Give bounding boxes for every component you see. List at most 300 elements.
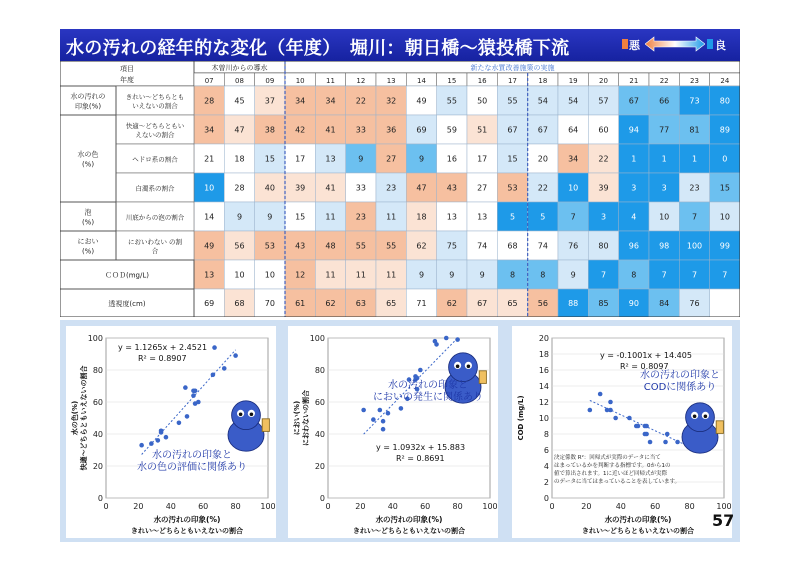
year-label: 19	[568, 77, 578, 85]
cell-value: 69	[416, 125, 427, 135]
group-label: 水の色	[77, 150, 99, 159]
cell-value: 67	[628, 96, 639, 106]
cell-value: 14	[204, 212, 215, 222]
data-point	[191, 393, 196, 398]
cell-value: 10	[264, 270, 275, 280]
group-label-cell	[60, 115, 116, 202]
x-tick-label: 0	[549, 502, 555, 511]
cell-value: 65	[507, 299, 518, 308]
cell-value: 96	[628, 241, 639, 251]
data-point	[212, 345, 217, 350]
cell-value: 15	[264, 154, 275, 164]
x-axis-label: 水の汚れの印象(%)	[375, 515, 443, 524]
year-label: 09	[265, 77, 275, 85]
cell-value: 81	[689, 125, 700, 135]
cell-value: 9	[418, 270, 425, 280]
group-label: (%)	[81, 218, 95, 227]
cell-value: 39	[295, 183, 306, 193]
annotation-text: においの発生に関係あり	[373, 392, 483, 403]
cell-value: 45	[234, 96, 245, 106]
cell-value: 0	[722, 154, 728, 164]
data-point	[378, 408, 383, 413]
y-tick-label: 14	[538, 382, 549, 391]
cell-value: 13	[204, 270, 215, 280]
data-point	[159, 430, 164, 435]
cell-value: 98	[659, 241, 670, 251]
y-tick-label: 40	[314, 430, 325, 439]
cell-value: 77	[659, 125, 670, 135]
cell-value: 28	[204, 96, 215, 106]
year-label: 21	[629, 77, 639, 85]
y-tick-label: 6	[543, 446, 549, 455]
cell-value: 37	[264, 96, 275, 106]
year-label: 17	[508, 77, 517, 85]
y-tick-label: 20	[314, 462, 325, 471]
data-table	[60, 61, 740, 317]
y-tick-label: 18	[538, 350, 549, 359]
cell-value: 74	[477, 241, 488, 251]
r-squared: R² = 0.8907	[138, 354, 187, 363]
annotation-text: 水の汚れの印象と	[152, 450, 232, 461]
x-axis-label: きれい～どちらともいえないの割合	[353, 527, 465, 535]
cell-value: 10	[204, 183, 215, 193]
cell-value: 9	[570, 270, 576, 280]
scatter-chart-cod	[512, 326, 735, 538]
cell-value: 17	[477, 154, 488, 164]
y-tick-label: 16	[538, 366, 549, 375]
title-banner	[60, 29, 740, 61]
cell-value: 90	[628, 299, 639, 308]
cell-value: 4	[631, 212, 637, 222]
cell-value: 20	[537, 154, 548, 164]
cell-value: 76	[568, 241, 579, 251]
data-point	[605, 408, 610, 413]
cell-value: 62	[446, 299, 457, 308]
cell-value: 11	[325, 212, 336, 222]
data-point	[164, 435, 169, 440]
y-tick-label: 0	[97, 494, 103, 503]
cell-value: 7	[722, 270, 728, 280]
cell-value: 71	[416, 299, 427, 308]
cell-value: 5	[509, 212, 516, 222]
x-tick-label: 20	[355, 502, 366, 511]
cell-value: 60	[598, 125, 609, 135]
cell-value: 28	[234, 183, 245, 193]
double-arrow-icon	[645, 36, 705, 52]
cell-value: 22	[598, 154, 609, 164]
cell-value: 42	[295, 125, 306, 135]
cell-value: 38	[264, 125, 275, 135]
cell-value: 7	[661, 270, 667, 280]
data-point	[191, 389, 196, 394]
data-point	[196, 400, 201, 405]
cell-value: 63	[355, 299, 366, 308]
cell-value: 13	[477, 212, 488, 222]
item-header-label: 項目	[120, 65, 134, 73]
group-label: におい	[77, 237, 99, 246]
data-point	[222, 366, 227, 371]
x-tick-label: 40	[387, 502, 398, 511]
cell-value: 99	[719, 241, 730, 251]
cell-value: 1	[691, 154, 698, 164]
x-tick-label: 0	[325, 502, 331, 511]
x-tick-label: 60	[420, 502, 431, 511]
cell-value: 22	[537, 183, 548, 193]
legend-bad-label: 悪	[629, 39, 640, 52]
row-label: 川底からの泡の割合	[125, 213, 185, 222]
r-squared: R² = 0.8097	[620, 362, 669, 371]
cell-value: 65	[386, 299, 397, 308]
data-point	[675, 440, 680, 445]
data-point	[381, 419, 386, 424]
data-point	[665, 432, 670, 437]
y-tick-label: 0	[319, 494, 325, 503]
cell-value: 34	[325, 96, 336, 106]
mascot-pupil	[250, 413, 254, 417]
year-label: 11	[326, 77, 335, 85]
y-tick-label: 20	[92, 462, 103, 471]
cell-value: 39	[598, 183, 609, 193]
year-label: 08	[235, 77, 244, 85]
y-tick-label: 60	[314, 398, 325, 407]
cell-value: 69	[204, 299, 215, 308]
x-tick-label: 60	[198, 502, 209, 511]
cell-value: 10	[568, 183, 579, 193]
cell-value: 66	[659, 96, 670, 106]
cell-value: 33	[355, 125, 366, 135]
cell-value: 27	[386, 154, 397, 164]
cell-value: 62	[325, 299, 336, 308]
group-label: (%)	[81, 247, 95, 256]
data-point	[588, 408, 593, 413]
r-squared: R² = 0.8691	[396, 454, 445, 463]
cell-value: 67	[477, 299, 488, 308]
cell-value: 34	[568, 154, 579, 164]
bad-color-swatch	[622, 39, 628, 49]
cell-value: 1	[631, 154, 637, 164]
data-point	[598, 392, 603, 397]
cell-value: 55	[355, 241, 366, 251]
cell-value: 49	[204, 241, 215, 251]
cell-value: 7	[691, 212, 698, 222]
cell-value: 10	[234, 270, 245, 280]
cell-value: 40	[264, 183, 275, 193]
data-point	[381, 427, 386, 432]
mascot-pupil	[467, 365, 471, 369]
cell-value: 22	[355, 96, 366, 106]
note-text: のデータに当てはまっていることを表しています。	[554, 479, 681, 485]
mascot-head	[449, 353, 478, 382]
cell-value: 34	[295, 96, 306, 106]
cell-value: 17	[295, 154, 306, 164]
y-tick-label: 100	[87, 334, 103, 343]
y-tick-label: 80	[314, 366, 325, 375]
regression-equation: y = 1.1265x + 2.4521	[118, 343, 208, 352]
cell-value: 75	[446, 241, 457, 251]
y-tick-label: 100	[309, 334, 325, 343]
cell-value: 56	[537, 299, 548, 308]
group-label-cell	[60, 202, 116, 231]
year-label: 12	[356, 77, 366, 85]
annotation-text: 水の色の評価に関係あり	[137, 462, 247, 473]
scatter-panels	[60, 320, 740, 542]
data-point	[211, 373, 216, 378]
y-axis-label: におわないの割合	[302, 390, 310, 446]
cell-value: 53	[507, 183, 518, 193]
y-axis-label: COD (mg/L)	[517, 395, 525, 441]
row-label: 合	[151, 247, 159, 255]
scatter-chart-color	[66, 326, 276, 538]
year-label: 18	[538, 77, 548, 85]
data-point	[183, 385, 188, 390]
cell-value: 3	[600, 212, 607, 222]
note-text: はまっているかを判断する指標です。0から1の	[554, 463, 671, 469]
cell-value: 10	[659, 212, 670, 222]
data-point	[444, 336, 449, 341]
data-point	[608, 400, 613, 405]
row-label: 快適～どちらともい	[125, 122, 185, 130]
row-label: えないの割合	[135, 131, 175, 139]
data-point	[177, 421, 182, 426]
data-point	[418, 368, 423, 373]
x-tick-label: 60	[650, 502, 661, 511]
cell-value: 23	[386, 183, 397, 193]
cell-value: 80	[598, 241, 609, 251]
data-point	[663, 440, 668, 445]
data-point	[156, 438, 161, 443]
cell-value: 27	[477, 183, 488, 193]
group-label: ＣＯＤ(mg/L)	[105, 271, 149, 280]
group-label: 泡	[84, 208, 92, 217]
cell-value: 43	[446, 183, 457, 193]
year-header-label: 年度	[120, 76, 134, 84]
regression-equation: y = 1.0932x + 15.883	[376, 443, 466, 452]
cell-value: 43	[295, 241, 306, 251]
cell-value: 11	[386, 270, 397, 280]
cell-value: 18	[234, 154, 245, 164]
group-label: 透視度(cm)	[108, 300, 146, 308]
mascot-sign	[262, 419, 269, 432]
y-tick-label: 10	[538, 414, 549, 423]
cell-value: 9	[358, 154, 364, 164]
x-tick-label: 20	[581, 502, 592, 511]
cell-value: 9	[267, 212, 273, 222]
year-label: 07	[204, 77, 214, 85]
note-text: 値で算出されます。1に近いほど回帰式が実際	[554, 471, 668, 477]
regression-equation: y = -0.1001x + 14.405	[600, 351, 692, 360]
cell-value: 41	[325, 183, 336, 193]
cell-value: 100	[686, 241, 703, 251]
x-tick-label: 20	[133, 502, 144, 511]
data-point	[139, 443, 144, 448]
cell-value: 32	[386, 96, 397, 106]
cell-value: 68	[507, 241, 518, 251]
cell-value: 84	[659, 299, 670, 308]
cell-value: 48	[325, 241, 336, 251]
x-tick-label: 80	[452, 502, 463, 511]
y-tick-label: 60	[92, 398, 103, 407]
x-tick-label: 100	[716, 502, 732, 511]
cell-value: 67	[537, 125, 548, 135]
annotation-text: 水の汚れの印象と	[388, 380, 468, 391]
x-axis-label: きれい～どちらともいえないの割合	[582, 527, 694, 535]
cell-value: 34	[204, 125, 215, 135]
cell-value: 1	[661, 154, 667, 164]
cell-value: 15	[719, 183, 730, 193]
cell-value: 55	[507, 96, 518, 106]
mascot-pupil	[456, 365, 460, 369]
y-tick-label: 2	[543, 478, 549, 487]
data-point	[648, 440, 653, 445]
group-label-cell	[60, 231, 116, 260]
data-point	[413, 374, 418, 379]
cell-value: 36	[386, 125, 397, 135]
x-axis-label: きれい～どちらともいえないの割合	[131, 527, 243, 535]
cell-value: 11	[386, 212, 397, 222]
cell-value: 54	[568, 96, 579, 106]
cell-value: 53	[264, 241, 275, 251]
y-tick-label: 0	[543, 494, 549, 503]
y-tick-label: 40	[92, 430, 103, 439]
cell-value: 70	[264, 299, 275, 308]
x-tick-label: 80	[230, 502, 241, 511]
annotation-text: 水の汚れの印象と	[640, 370, 720, 381]
cell-value: 61	[295, 299, 306, 308]
mascot-pupil	[704, 415, 708, 419]
y-axis-label: 快適～どちらともいえないの割合	[80, 365, 88, 471]
cell-value: 18	[416, 212, 427, 222]
cell-value: 50	[477, 96, 488, 106]
cell-value: 68	[234, 299, 245, 308]
cell-value: 62	[416, 241, 427, 251]
x-axis-label: 水の汚れの印象(%)	[604, 515, 672, 524]
cell-value: 57	[598, 96, 609, 106]
table-cell	[710, 289, 740, 317]
cell-value: 7	[570, 212, 576, 222]
cell-value: 8	[509, 270, 516, 280]
cell-value: 11	[325, 270, 336, 280]
cell-value: 13	[325, 154, 336, 164]
data-point	[233, 353, 238, 358]
x-axis-label: 水の汚れの印象(%)	[153, 515, 221, 524]
page-title: 水の汚れの経年的な変化（年度） 堀川：朝日橋～猿投橋下流	[66, 38, 570, 59]
mascot-pupil	[239, 413, 243, 417]
data-table-grid	[60, 61, 740, 317]
x-tick-label: 100	[260, 502, 276, 511]
year-label: 13	[386, 77, 396, 85]
year-label: 20	[599, 77, 608, 85]
cell-value: 59	[446, 125, 457, 135]
cell-value: 21	[204, 154, 215, 164]
cell-value: 47	[234, 125, 245, 135]
cell-value: 55	[386, 241, 397, 251]
year-label: 15	[447, 77, 457, 85]
note-text: 決定係数 R²：回帰式が実際のデータに当て	[554, 455, 661, 461]
mascot-sign	[716, 421, 723, 434]
cell-value: 56	[234, 241, 245, 251]
mascot-sign	[479, 371, 486, 384]
data-point	[636, 424, 641, 429]
y-tick-label: 12	[538, 398, 549, 407]
year-label: 14	[417, 77, 426, 85]
cell-value: 3	[661, 183, 667, 193]
cell-value: 8	[631, 270, 637, 280]
x-tick-label: 40	[165, 502, 176, 511]
y-axis-label: 水の色(%)	[71, 400, 79, 436]
cell-value: 10	[719, 212, 730, 222]
cell-value: 47	[416, 183, 427, 193]
good-color-swatch	[707, 39, 713, 49]
cell-value: 15	[507, 154, 518, 164]
cell-value: 74	[537, 241, 548, 251]
x-tick-label: 0	[103, 502, 109, 511]
data-point	[613, 416, 618, 421]
data-point	[643, 424, 648, 429]
annotation-text: CODに関係あり	[643, 382, 717, 393]
x-tick-label: 100	[482, 502, 498, 511]
period-label: 新たな水質改善施策の実施	[470, 64, 555, 72]
cell-value: 15	[295, 212, 306, 222]
data-point	[361, 408, 366, 413]
cell-value: 76	[689, 299, 700, 308]
data-point	[643, 432, 648, 437]
data-point	[455, 337, 460, 342]
y-tick-label: 20	[538, 334, 549, 343]
mascot-head	[686, 403, 715, 432]
data-point	[371, 417, 376, 422]
y-axis-label: におい(%)	[293, 400, 301, 436]
row-label: いえないの割合	[132, 102, 178, 110]
cell-value: 41	[325, 125, 336, 135]
cell-value: 7	[691, 270, 698, 280]
cell-value: 80	[719, 96, 730, 106]
cell-value: 33	[355, 183, 366, 193]
cell-value: 16	[446, 154, 457, 164]
cell-value: 3	[631, 183, 637, 193]
legend-good-label: 良	[715, 39, 726, 52]
cell-value: 49	[416, 96, 427, 106]
page-number: 57	[712, 511, 735, 530]
y-tick-label: 8	[543, 430, 549, 439]
cell-value: 5	[540, 212, 546, 222]
cell-value: 85	[598, 299, 609, 308]
cell-value: 9	[479, 270, 485, 280]
data-point	[627, 416, 632, 421]
cell-value: 9	[236, 212, 243, 222]
cell-value: 23	[689, 183, 700, 193]
cell-value: 7	[600, 270, 607, 280]
period-label: 木曽川からの導水	[211, 64, 268, 72]
group-label: 印象(%)	[74, 102, 102, 111]
data-point	[185, 414, 190, 419]
scatter-chart-odor	[288, 326, 498, 538]
group-label: (%)	[81, 160, 95, 169]
cell-value: 94	[628, 125, 639, 135]
row-label: においわない の割	[127, 238, 183, 246]
cell-value: 9	[449, 270, 455, 280]
year-label: 22	[659, 77, 669, 85]
cell-value: 9	[418, 154, 425, 164]
x-tick-label: 80	[684, 502, 695, 511]
year-label: 16	[477, 77, 487, 85]
group-label: 水の汚れの	[70, 92, 106, 101]
x-tick-label: 40	[615, 502, 626, 511]
data-point	[433, 339, 438, 344]
y-tick-label: 4	[543, 462, 549, 471]
cell-value: 73	[689, 96, 700, 106]
cell-value: 13	[446, 212, 457, 222]
cell-value: 88	[568, 299, 579, 308]
